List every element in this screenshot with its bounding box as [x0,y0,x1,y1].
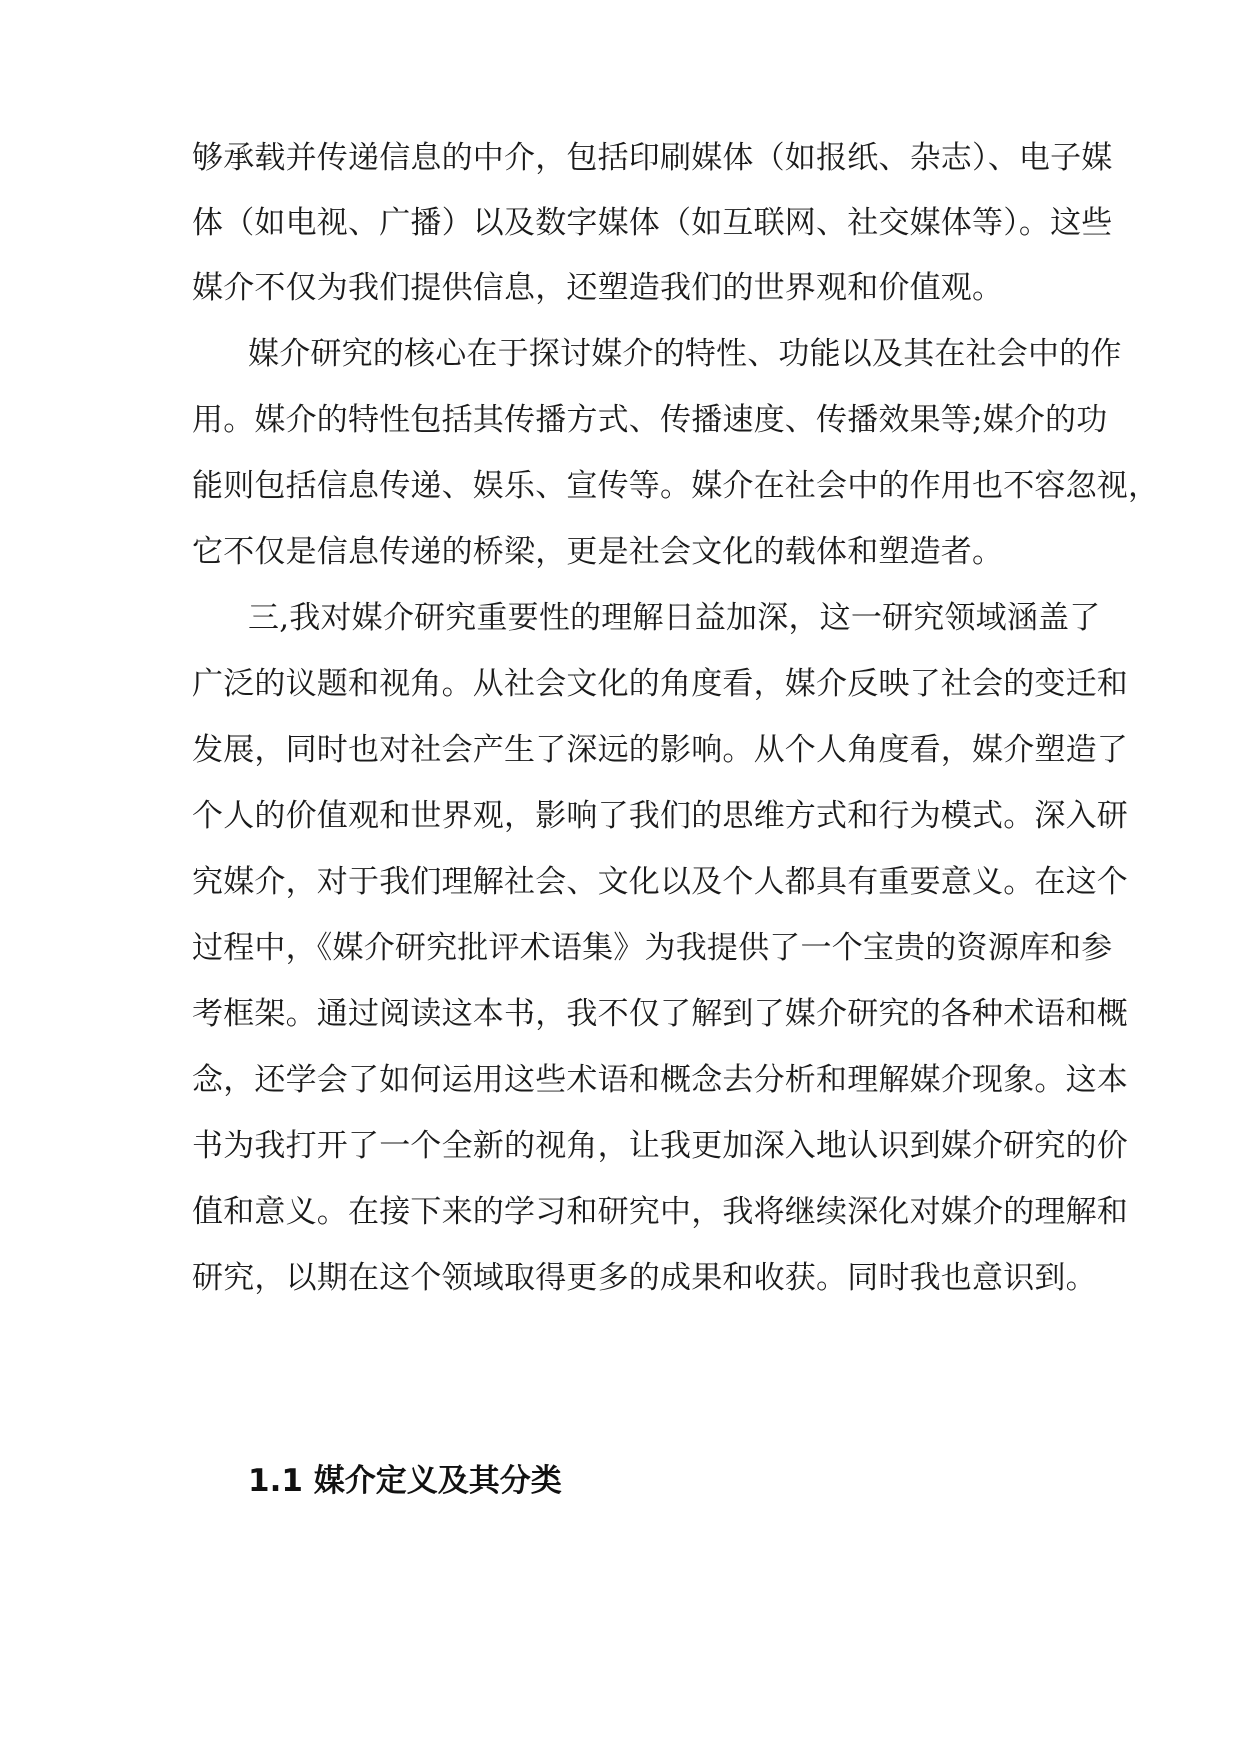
paragraph-1-line-2: 体（如电视、广播）以及数字媒体（如互联网、社交媒体等）。这些 [192,205,1113,241]
paragraph-3-line-9: 书为我打开了一个全新的视角，让我更加深入地认识到媒介研究的价 [192,1128,1128,1164]
paragraph-2-line-4: 它不仅是信息传递的桥梁，更是社会文化的载体和塑造者。 [192,534,1004,570]
section-heading: 1.1 媒介定义及其分类 [248,1463,562,1499]
paragraph-2-line-2: 用。媒介的特性包括其传播方式、传播速度、传播效果等;媒介的功 [192,402,1108,438]
paragraph-3-line-1: 三,我对媒介研究重要性的理解日益加深，这一研究领域涵盖了 [248,600,1101,636]
paragraph-1-line-3: 媒介不仅为我们提供信息，还塑造我们的世界观和价值观。 [192,270,1004,306]
paragraph-3-line-3: 发展，同时也对社会产生了深远的影响。从个人角度看，媒介塑造了 [192,732,1128,768]
paragraph-3-line-8: 念，还学会了如何运用这些术语和概念去分析和理解媒介现象。这本 [192,1062,1128,1098]
paragraph-3-line-10: 值和意义。在接下来的学习和研究中，我将继续深化对媒介的理解和 [192,1194,1128,1230]
paragraph-3-line-2: 广泛的议题和视角。从社会文化的角度看，媒介反映了社会的变迁和 [192,666,1128,702]
paragraph-3-line-5: 究媒介，对于我们理解社会、文化以及个人都具有重要意义。在这个 [192,864,1128,900]
paragraph-2-line-1: 媒介研究的核心在于探讨媒介的特性、功能以及其在社会中的作 [248,336,1122,372]
paragraph-1-line-1: 够承载并传递信息的中介，包括印刷媒体（如报纸、杂志）、电子媒 [192,140,1113,176]
paragraph-3-line-11: 研究，以期在这个领域取得更多的成果和收获。同时我也意识到。 [192,1260,1097,1296]
paragraph-3-line-7: 考框架。通过阅读这本书，我不仅了解到了媒介研究的各种术语和概 [192,996,1128,1032]
paragraph-3-line-6: 过程中，《媒介研究批评术语集》为我提供了一个宝贵的资源库和参 [192,930,1113,966]
paragraph-3-line-4: 个人的价值观和世界观，影响了我们的思维方式和行为模式。深入研 [192,798,1128,834]
paragraph-2-line-3: 能则包括信息传递、娱乐、宣传等。媒介在社会中的作用也不容忽视， [192,468,1160,504]
